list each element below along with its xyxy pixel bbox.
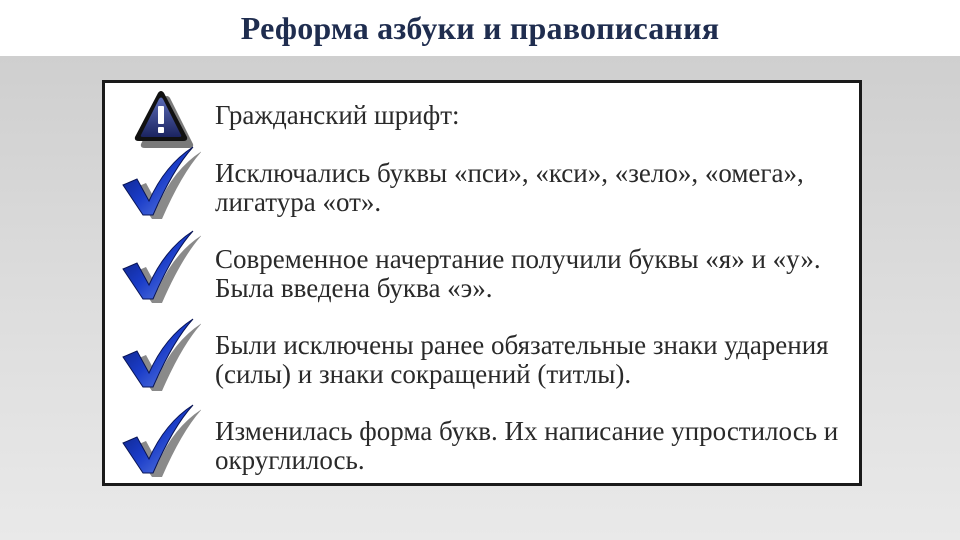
item-text: Исключались буквы «пси», «кси», «зело», «омега», лигатура «от». bbox=[215, 158, 804, 217]
item-text: Изменилась форма букв. Их написание упростилось и округлилось. bbox=[215, 416, 839, 475]
item-text: Были исключены ранее обязательные знаки ударения (силы) и знаки сокращений (титлы). bbox=[215, 330, 829, 389]
warning-icon bbox=[127, 89, 197, 149]
slide-title: Реформа азбуки и правописания bbox=[240, 9, 720, 46]
checkmark-icon bbox=[121, 317, 201, 393]
list-item bbox=[105, 143, 859, 229]
content-card bbox=[102, 80, 862, 486]
list-item bbox=[105, 403, 859, 489]
title-band bbox=[0, 0, 960, 56]
checkmark-icon bbox=[121, 229, 201, 305]
heading-text: Гражданский шрифт: bbox=[215, 100, 460, 130]
list-item bbox=[105, 229, 859, 315]
list-item bbox=[105, 317, 859, 403]
checkmark-icon bbox=[121, 145, 201, 221]
checkmark-icon bbox=[121, 403, 201, 479]
item-text: Современное начертание получили буквы «я» и «у». Была введена буква «э». bbox=[215, 244, 821, 303]
heading-row bbox=[105, 83, 859, 143]
